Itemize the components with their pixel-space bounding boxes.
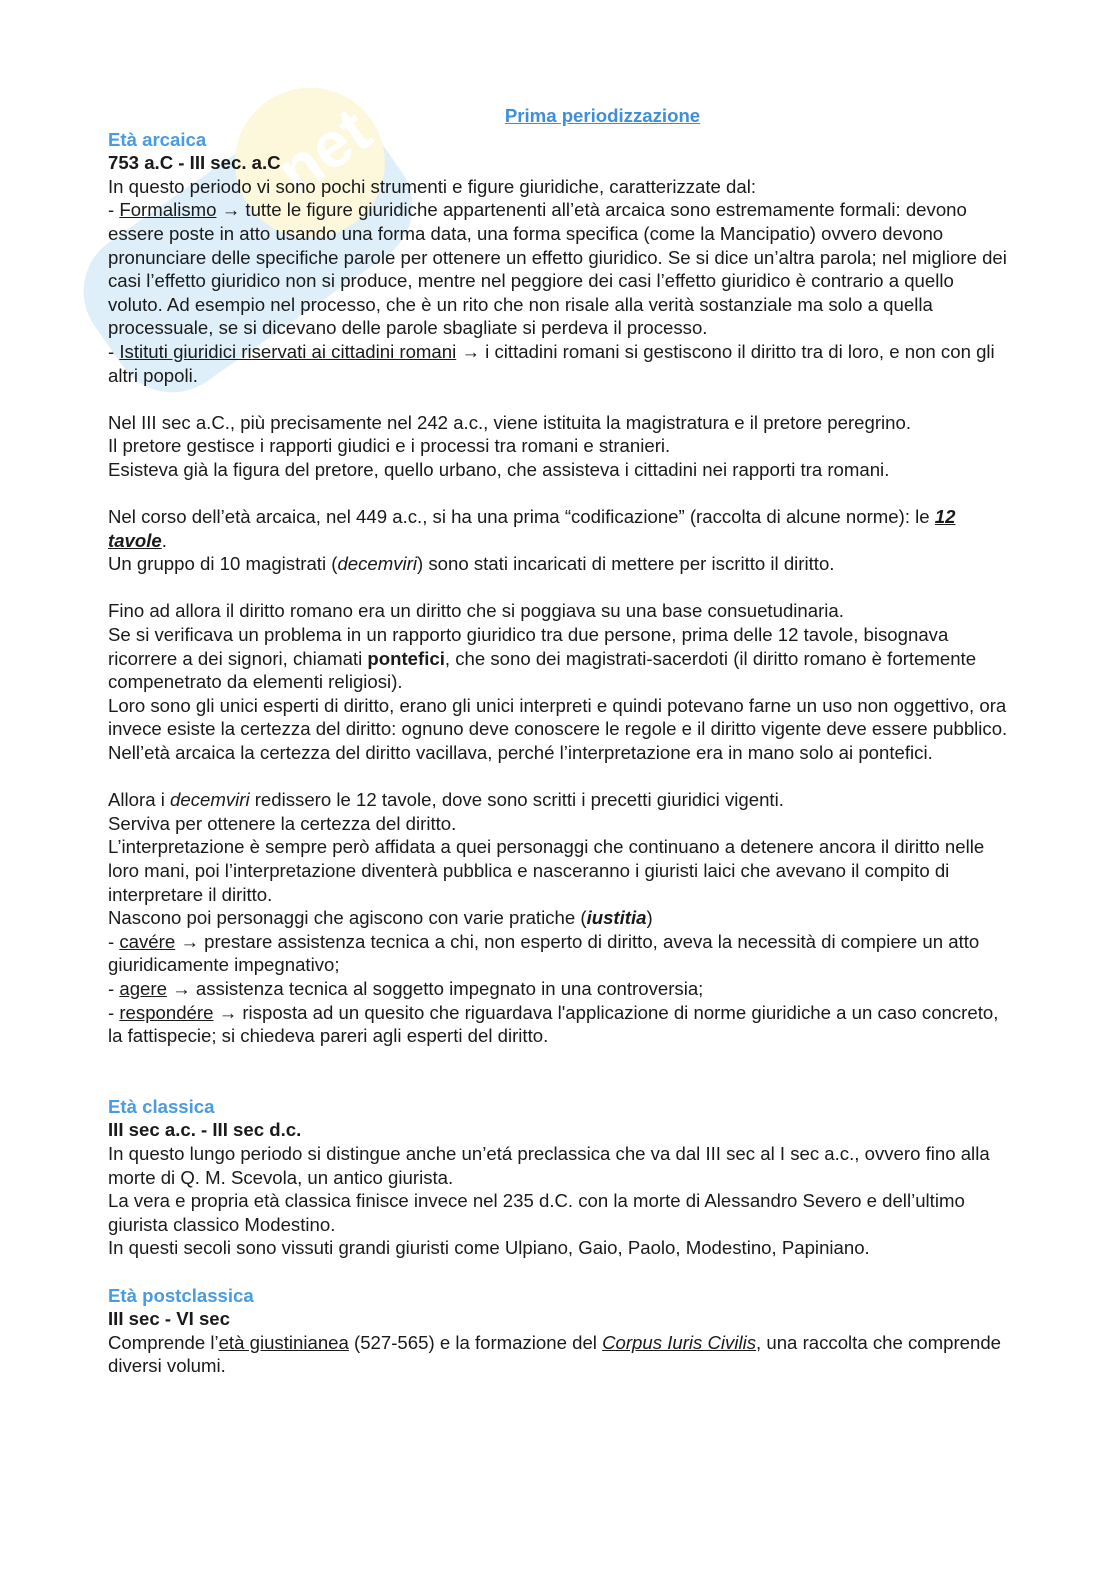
page-title: Prima periodizzazione <box>504 105 701 126</box>
paragraph: Nascono poi personaggi che agiscono con varie pratiche (iustitia) <box>108 907 653 929</box>
arrow-icon: → <box>456 340 486 362</box>
paragraph: In questo periodo vi sono pochi strumenti e figure giuridiche, caratterizzate dal: <box>108 175 757 197</box>
term-agere: agere <box>119 977 167 999</box>
paragraph: L’interpretazione è sempre però affidata a quei personaggi che continuano a detenere ancora il diritto nelle loro mani, poi l’interpretazione diventerà pubblica e nasceranno i giuristi laici che avevano il compito di interpretare il diritto. <box>108 836 985 905</box>
list-item-istituti: - Istituti giuridici riservati ai cittadini romani → i cittadini romani si gestiscono il diritto tra di loro, e non con gli altri popoli. <box>108 340 995 386</box>
term-decemviri: decemviri <box>337 553 417 575</box>
list-item-cavere: - cavére → prestare assistenza tecnica a chi, non esperto di diritto, aveva la necessità di compiere un atto giuridicamente impegnativo; <box>108 930 980 976</box>
paragraph: In questi secoli sono vissuti grandi giuristi come Ulpiano, Gaio, Paolo, Modestino, Papiniano. <box>108 1237 870 1259</box>
paragraph: Nel corso dell’età arcaica, nel 449 a.c., si ha una prima “codificazione” (raccolta di alcune norme): le 12 tavole. <box>108 506 956 551</box>
document-page <box>108 104 1013 1378</box>
paragraph: Comprende l’età giustinianea (527-565) e la formazione del Corpus Iuris Civilis, una raccolta che comprende diversi volumi. <box>108 1331 1002 1377</box>
list-item-respondere: - respondére → risposta ad un quesito che riguardava l'applicazione di norme giuridiche a un caso concreto, la fattispecie; si chiedeva pareri agli esperti del diritto. <box>108 1001 999 1047</box>
term-pontefici: pontefici <box>367 647 445 669</box>
term-istituti: Istituti giuridici riservati ai cittadini romani <box>119 340 457 362</box>
section-heading-classica: Età classica <box>108 1095 215 1117</box>
paragraph: Loro sono gli unici esperti di diritto, erano gli unici interpreti e quindi potevano farne un uso non oggettivo, ora invece esiste la certezza del diritto: ognuno deve conoscere le regole e il diritto vigente deve essere pubblico. <box>108 694 1008 740</box>
term-eta-giustinianea: età giustinianea <box>218 1331 349 1353</box>
paragraph: In questo lungo periodo si distingue anche un’etá preclassica che va dal III sec al I sec a.c., ovvero fino alla morte di Q. M. Scevola, un antico giurista. <box>108 1142 990 1188</box>
dates-classica: III sec a.c. - III sec d.c. <box>108 1119 302 1141</box>
section-heading-arcaica: Età arcaica <box>108 128 207 150</box>
paragraph: Serviva per ottenere la certezza del diritto. <box>108 812 457 834</box>
term-iustitia: iustitia <box>586 907 647 929</box>
term-respondere: respondére <box>119 1001 214 1023</box>
term-corpus-iuris-civilis: Corpus Iuris Civilis <box>602 1331 757 1353</box>
watermark-text: net <box>263 93 384 208</box>
list-item-formalismo: - Formalismo → tutte le figure giuridiche appartenenti all’età arcaica sono estremamente formali: devono essere poste in atto usando una forma data, una forma specifica (come la Mancipatio) ovvero devono pronunciare delle specifiche parole per ottenere un effetto giuridico. Se si dice un’altra parola; nel migliore dei casi l’effetto giuridico non si produce, mentre nel peggiore dei casi l’effetto giuridico è contrario a quello voluto. Ad esempio nel processo, che è un rito che non risale alla verità sostanziale ma solo a quella processuale, se si dicevano delle parole sbagliate si perdeva il processo. <box>108 199 1007 339</box>
paragraph: Il pretore gestisce i rapporti giudici e i processi tra romani e stranieri. <box>108 435 671 457</box>
term-formalismo: Formalismo <box>119 199 217 221</box>
paragraph: Un gruppo di 10 magistrati (decemviri) sono stati incaricati di mettere per iscritto il diritto. <box>108 553 835 575</box>
paragraph: Esisteva già la figura del pretore, quello urbano, che assisteva i cittadini nei rapporti tra romani. <box>108 458 890 480</box>
term-cavere: cavére <box>119 930 176 952</box>
paragraph: La vera e propria età classica finisce invece nel 235 d.C. con la morte di Alessandro Severo e dell’ultimo giurista classico Modestino. <box>108 1190 965 1235</box>
paragraph: Se si verificava un problema in un rapporto giuridico tra due persone, prima delle 12 tavole, bisognava ricorrere a dei signori, chiamati pontefici, che sono dei magistrati-sacerdoti (il diritto romano è fortemente compenetrato da elementi religiosi). <box>108 624 977 693</box>
paragraph: Nel III sec a.C., più precisamente nel 242 a.c., viene istituita la magistratura e il pretore peregrino. <box>108 411 912 433</box>
list-item-agere: - agere → assistenza tecnica al soggetto impegnato in una controversia; <box>108 977 704 999</box>
term-12-tavole: 12 tavole <box>108 506 956 551</box>
dates-postclassica: III sec - VI sec <box>108 1308 230 1330</box>
term-decemviri: decemviri <box>170 789 250 811</box>
paragraph: Fino ad allora il diritto romano era un diritto che si poggiava su una base consuetudinaria. <box>108 600 844 622</box>
section-heading-postclassica: Età postclassica <box>108 1284 254 1306</box>
paragraph: Allora i decemviri redissero le 12 tavole, dove sono scritti i precetti giuridici vigenti. <box>108 789 784 811</box>
arrow-icon: → <box>216 199 246 221</box>
paragraph: Nell’età arcaica la certezza del diritto vacillava, perché l’interpretazione era in mano solo ai pontefici. <box>108 742 933 764</box>
dates-arcaica: 753 a.C - III sec. a.C <box>108 152 281 174</box>
